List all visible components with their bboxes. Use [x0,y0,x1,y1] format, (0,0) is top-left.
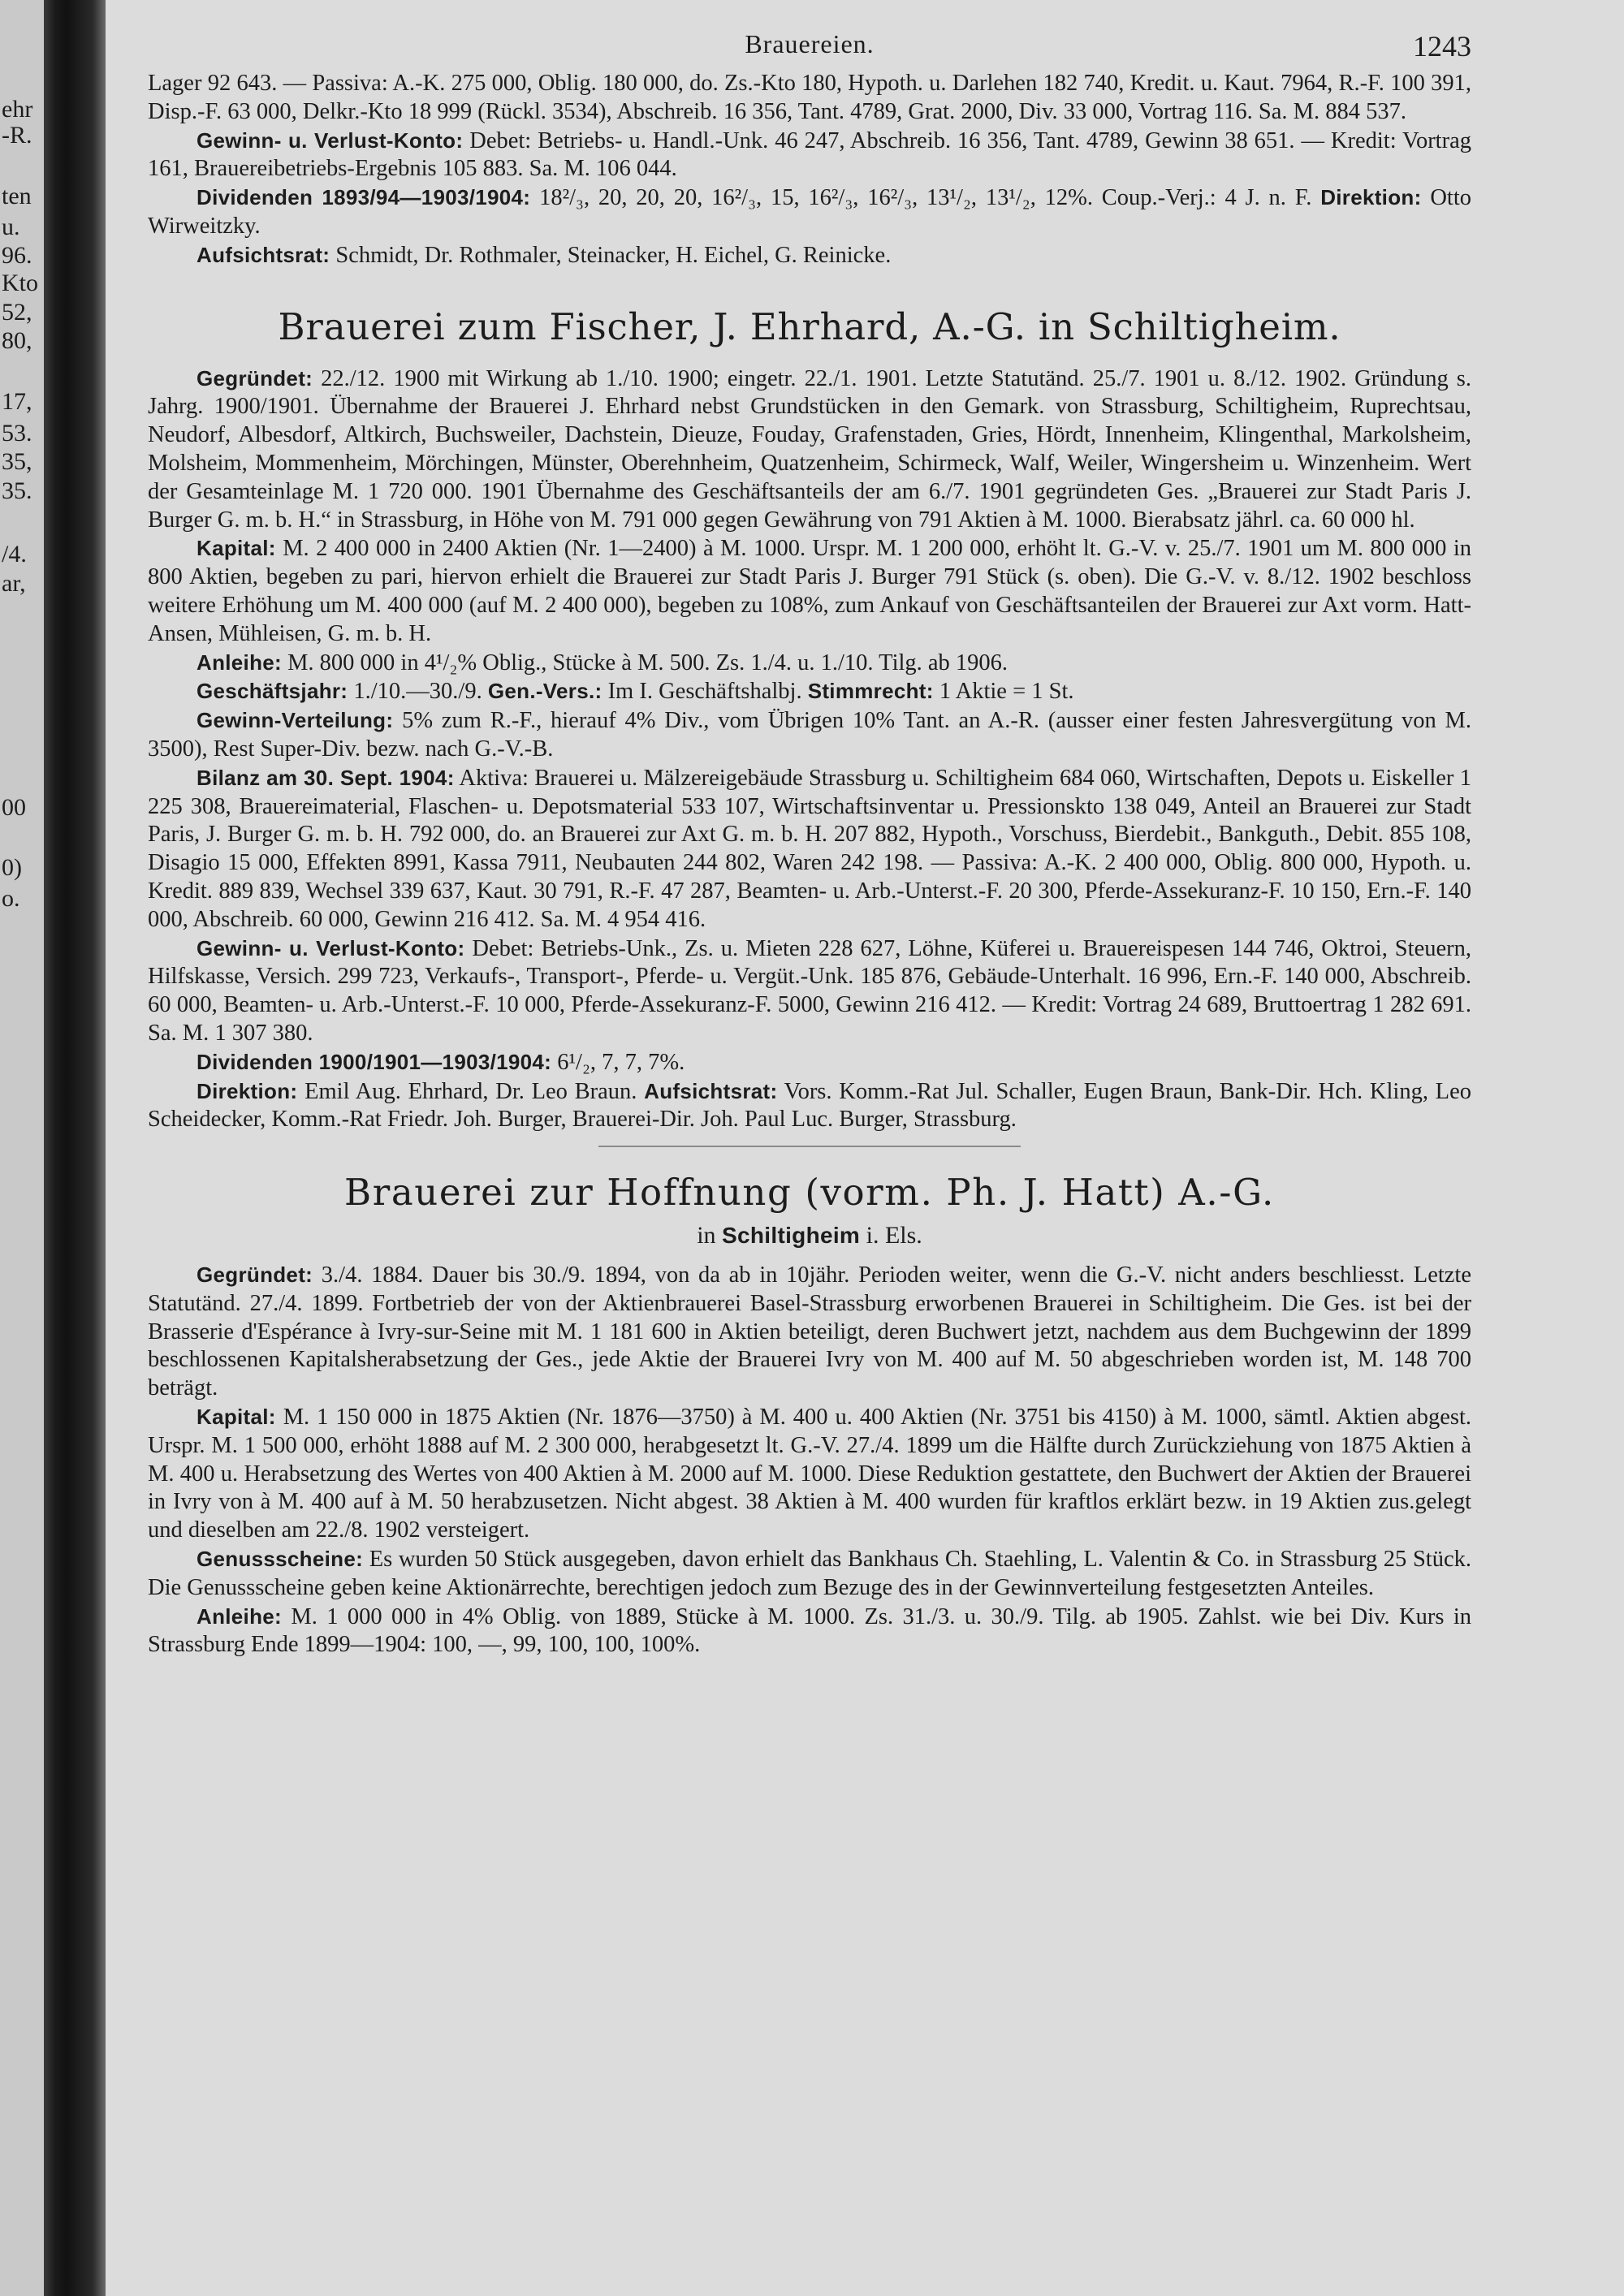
section-text: Im I. Geschäftshalbj. [602,679,808,705]
section-text: Emil Aug. Ehrhard, Dr. Leo Braun. [297,1078,645,1104]
section-text: Debet: Betriebs- u. Handl.-Unk. 46 247, Abschreib. 16 356, Tant. 4789, Gewinn 38 651. — Kredit: Vortrag 161, Brauereibetriebs-Ergebnis 105 883. Sa. M. 106 044. [148,127,1471,182]
margin-fragment: u. [2,214,20,240]
margin-fragment: 00 [2,794,26,821]
section-label: Dividenden 1900/1901—1903/1904: [197,1049,552,1074]
section-text: M. 800 000 in 4¹/₂% Oblig., Stücke à M. 500. Zs. 1./4. u. 1./10. Tilg. ab 1906. [281,650,1009,675]
margin-fragment: Kto [2,270,38,296]
margin-fragment: 0) [2,854,22,881]
loan-paragraph [148,1603,1471,1660]
section-label: Gegründet: [197,365,313,391]
margin-fragment: 35. [2,477,32,504]
margin-fragment: 35, [2,448,32,475]
capital-paragraph [148,534,1471,648]
supervisory-board-paragraph [148,241,1471,270]
section-label: Anleihe: [197,650,282,675]
margin-fragment: 53. [2,420,32,447]
section-text: 1./10.—30./9. [348,679,488,705]
margin-fragment: 17, [2,388,32,415]
section-text: Schmidt, Dr. Rothmaler, Steinacker, H. Eichel, G. Reinicke. [330,242,892,268]
section-label: Gewinn- u. Verlust-Konto: [197,127,464,153]
balance-sheet-paragraph [148,764,1471,934]
section-label: Gen.-Vers.: [487,679,603,704]
margin-fragment: /4. [2,541,27,568]
section-text: 18²/₃, 20, 20, 20, 16²/₃, 15, 16²/₃, 16²/₃, 13¹/₂, 13¹/₂, 12%. Coup.-Verj.: 4 J. n. F. [530,185,1321,211]
section-label: Direktion: [197,1078,298,1103]
section-label: Kapital: [197,1405,276,1430]
page-body [148,29,1471,1659]
margin-fragment: ehr [2,96,33,123]
section-text: M. 1 150 000 in 1875 Aktien (Nr. 1876—3750) à M. 400 u. 400 Aktien (Nr. 3751 bis 4150) à M. 1000, sämtl. Aktien abgest. Urspr. M. 1 500 000, erhöht 1888 auf M. 2 300 000, herabgesetzt lt. G.-V. 27./4. 1899 um die Hälfte durch Zurückziehung von 1875 Aktien à M. 400 u. Herabsetzung des Wertes von 400 Aktien à M. 2000 auf M. 1000. Diese Reduktion gestattete, den Buchwert der Aktien der Brauerei in Ivry von à M. 400 auf à M. 50 herabzusetzen. Nicht abgest. 38 Aktien à M. 400 wurden für kraftlos erklärt bezw. in 19 Aktien zus.gelegt und dieselben am 22./8. 1902 versteigert. [148,1405,1471,1543]
margin-fragment: -R. [2,122,32,149]
section-text: M. 2 400 000 in 2400 Aktien (Nr. 1—2400) à M. 1000. Urspr. M. 1 200 000, erhöht lt. G.-V. v. 25./7. 1901 um M. 800 000 in 800 Aktien, begeben zu pari, hiervon erhielt die Brauerei zur Stadt Paris J. Burger 791 Stück (s. oben). Die G.-V. v. 8./12. 1902 beschloss weitere Erhöhung um M. 400 000 (auf M. 2 400 000), begeben zu 108%, zum Ankauf von Geschäftsanteilen der Brauerei zur Axt vorm. Hatt-Ansen, Mühleisen, G. m. b. H. [148,536,1471,646]
running-head [148,29,1471,70]
section-label: Geschäftsjahr: [197,679,348,704]
fiscal-year-paragraph [148,677,1471,706]
capital-paragraph [148,1403,1471,1545]
section-label: Genussscheine: [197,1547,364,1572]
section-text: Otto Wirweitzky. [148,185,1471,239]
entry-location [148,1220,1471,1251]
section-label: Stimmrecht: [807,679,934,704]
section-text: 1 Aktie = 1 St. [933,679,1074,705]
facing-page-fragments [0,0,44,2296]
section-text: 6¹/₂, 7, 7, 7%. [551,1049,685,1075]
previous-entry-continuation [148,70,1471,270]
section-label: Gewinn-Verteilung: [197,708,394,733]
margin-fragment: o. [2,885,20,912]
profit-certificates-paragraph [148,1545,1471,1603]
section-label: Aufsichtsrat: [197,242,330,267]
section-text: 3./4. 1884. Dauer bis 30./9. 1894, von da ab in 10jähr. Perioden weiter, wenn die G.-V. nicht anders beschliesst. Letzte Statutänd. 27./4. 1899. Fortbetrieb der von der Aktienbrauerei Basel-Strassburg erworbenen Brauerei in Schiltigheim. Die Ges. ist bei der Brasserie d'Espérance à Ivry-sur-Seine mit M. 1 181 600 in Aktien beteiligt, deren Buchwert jetzt, nachdem aus dem Buchgewinn der 1899 beschlossenen Kapitalsherabsetzung der Ges., jede Aktie der Brauerei Ivry von M. 400 auf M. 50 abgeschrieben worden ist, M. 148 700 beträgt. [148,1262,1471,1401]
entry-separator [598,1146,1021,1147]
section-text: Aktiva: Brauerei u. Mälzereigebäude Strassburg u. Schiltigheim 684 060, Wirtschaften, Depots u. Eiskeller 1 225 308, Brauereimaterial, Flaschen- u. Depotsmaterial 533 107, Wirtschaftsinventar u. Pressionskto 138 049, Anteil an Brauerei zur Stadt Paris, J. Burger G. m. b. H. 792 000, do. an Brauerei zur Axt G. m. b. H. 207 882, Hypoth., Vorschuss, Bierdebit., Bankguth., Debit. 855 108, Disagio 15 000, Effekten 8991, Kassa 7911, Neubauten 244 802, Waren 242 198. — Passiva: A.-K. 2 400 000, Oblig. 800 000, Hypoth. u. Kredit. 889 839, Wechsel 339 637, Kaut. 30 791, R.-F. 47 287, Beamten- u. Arb.-Unterst.-F. 20 300, Pferde-Assekuranz-F. 10 150, Ern.-F. 140 000, Abschreib. 60 000, Gewinn 216 412. Sa. M. 4 954 416. [148,765,1471,932]
section-text: M. 1 000 000 in 4% Oblig. von 1889, Stücke à M. 1000. Zs. 31./3. u. 30./9. Tilg. ab 1905. Zahlst. wie bei Div. Kurs in Strassburg Ende 1899—1904: 100, —, 99, 100, 100, 100%. [148,1603,1471,1658]
management-paragraph [148,1077,1471,1135]
section-label: Dividenden 1893/94—1903/1904: [197,185,531,210]
margin-fragment: ar, [2,570,26,597]
section-label: Aufsichtsrat: [644,1078,778,1103]
section-text: Vors. Komm.-Rat Jul. Schaller, Eugen Braun, Bank-Dir. Hch. Kling, Leo Scheidecker, Komm.-Rat Friedr. Joh. Burger, Brauerei-Dir. Joh. Paul Luc. Burger, Strassburg. [148,1078,1471,1133]
margin-fragment: ten [2,183,32,209]
section-text: Es wurden 50 Stück ausgegeben, davon erhielt das Bankhaus Ch. Staehling, L. Valentin & Co. in Strassburg 25 Stück. Die Genussscheine geben keine Aktionärrechte, berechtigen jedoch zum Bezuge des in der Gewinnverteilung festgesetzten Anteiles. [148,1547,1471,1600]
running-head-title: Brauereien. [745,29,875,58]
founded-paragraph [148,365,1471,535]
section-text: 5% zum R.-F., hierauf 4% Div., vom Übrigen 10% Tant. an A.-R. (ausser einer festen Jahresvergütung von M. 3500), Rest Super-Div. bezw. nach G.-V.-B. [148,708,1471,762]
binding-gutter [44,0,106,2296]
entry-title: Brauerei zum Fischer, J. Ehrhard, A.-G. in Schiltigheim. [278,304,1341,348]
dividends-paragraph [148,1048,1471,1077]
dividends-paragraph [148,183,1471,241]
section-text: 22./12. 1900 mit Wirkung ab 1./10. 1900; eingetr. 22./1. 1901. Letzte Statutänd. 25./7. 1901 u. 8./12. 1902. Gründung s. Jahrg. 1900/1901. Übernahme der Brauerei J. Ehrhard nebst Grundstücken in den Gemark. von Strassburg, Schiltigheim, Ruprechtsau, Neudorf, Albesdorf, Altkirch, Buchsweiler, Dachstein, Dieuze, Fouday, Grafenstaden, Gries, Hördt, Innenheim, Klingenthal, Markolsheim, Molsheim, Mommenheim, Mörchingen, Münster, Oberehnheim, Quatzenheim, Schirmeck, Walf, Weiler, Wingersheim u. Winzenheim. Wert der Gesamteinlage M. 1 720 000. 1901 Übernahme des Geschäftsanteils der am 6./7. 1901 gegründeten Ges. „Brauerei zur Stadt Paris J. Burger G. m. b. H.“ in Strassburg, in Höhe von M. 791 000 gegen Gewährung von 791 Aktien à M. 1000. Bierabsatz jährl. ca. 60 000 hl. [148,365,1471,533]
margin-fragment: 96. [2,242,32,269]
section-label: Gegründet: [197,1262,313,1288]
section-label: Bilanz am 30. Sept. 1904: [197,765,455,790]
page-number: 1243 [1413,30,1471,63]
section-label: Anleihe: [197,1603,282,1629]
loan-paragraph [148,649,1471,678]
section-label: Direktion: [1320,185,1422,210]
entry-zur-hoffnung [148,1261,1471,1659]
location-place: Schiltigheim [722,1223,861,1249]
location-suffix: i. Els. [860,1222,922,1249]
entry-title: Brauerei zur Hoffnung (vorm. Ph. J. Hatt) A.-G. [344,1171,1275,1215]
founded-paragraph [148,1261,1471,1403]
section-label: Kapital: [197,536,276,561]
profit-loss-paragraph [148,127,1471,184]
location-prefix: in [697,1222,723,1249]
section-text: Debet: Betriebs-Unk., Zs. u. Mieten 228 627, Löhne, Küferei u. Brauereispesen 144 746, Oktroi, Steuern, Hilfskasse, Versich. 299 723, Verkaufs-, Transport-, Pferde- u. Vergüt.-Unk. 185 876, Gebäude-Unterhalt. 16 996, Ern.-F. 140 000, Abschreib. 60 000, Beamten- u. Arb.-Unterst.-F. 10 000, Pferde-Assekuranz-F. 5000, Gewinn 216 412. — Kredit: Vortrag 24 689, Bruttoertrag 1 282 691. Sa. M. 1 307 380. [148,935,1471,1046]
section-label: Gewinn- u. Verlust-Konto: [197,935,465,960]
profit-loss-paragraph [148,934,1471,1048]
margin-fragment: 52, [2,299,32,326]
balance-continuation: Lager 92 643. — Passiva: A.-K. 275 000, Oblig. 180 000, do. Zs.-Kto 180, Hypoth. u. Darlehen 182 740, Kredit. u. Kaut. 7964, R.-F. 100 391, Disp.-F. 63 000, Delkr.-Kto 18 999 (Rückl. 3534), Abschreib. 16 356, Tant. 4789, Grat. 2000, Div. 33 000, Vortrag 116. Sa. M. 884 537. [148,71,1471,124]
profit-distribution-paragraph [148,706,1471,764]
margin-fragment: 80, [2,327,32,354]
entry-fischer-ehrhard [148,365,1471,1135]
